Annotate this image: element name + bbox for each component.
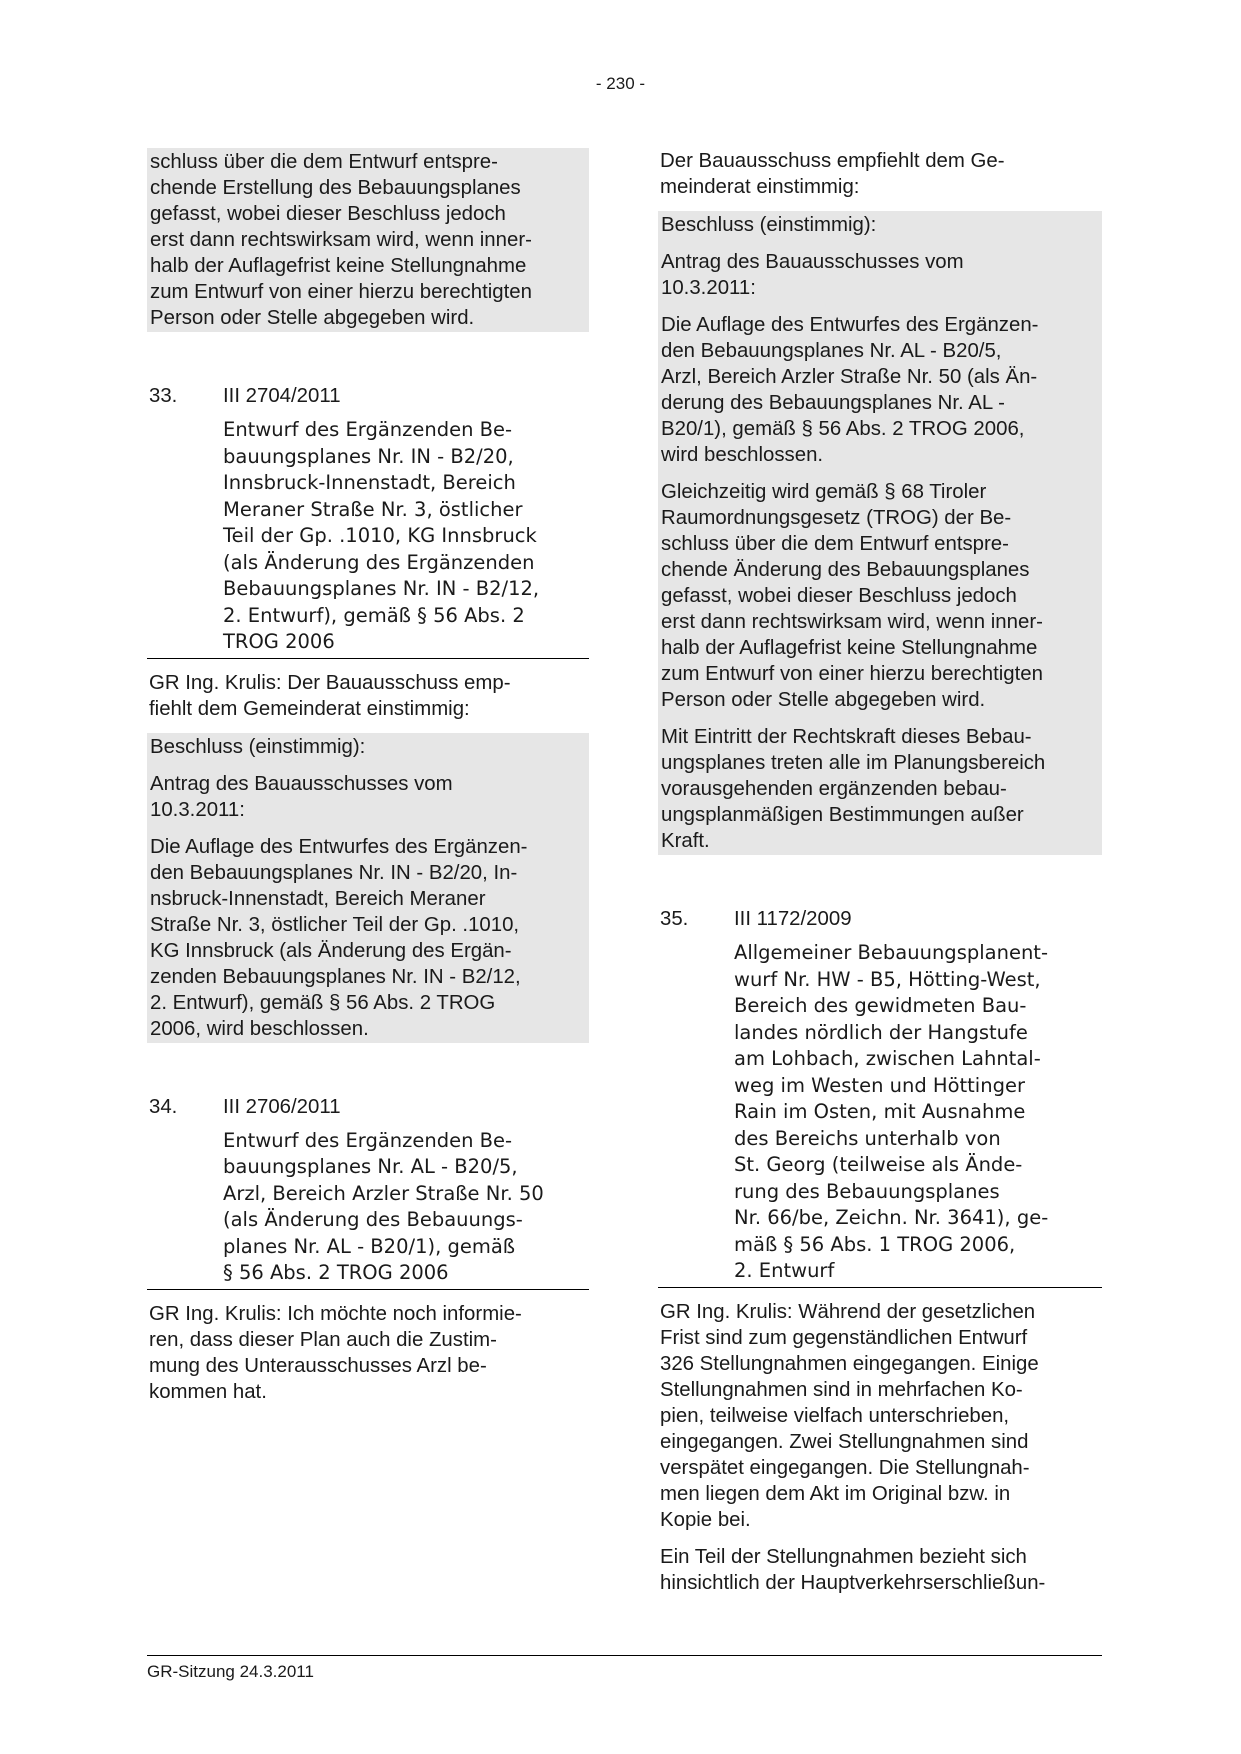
intro-paragraph: schluss über die dem Entwurf entspre- chende Erstellung des Bebauungsplanes gefasst, wobei dieser Beschluss jedoch erst dann rechtswirksam wird, wenn inner- halb der Auflagefrist keine Stellungnahme zum Entwurf von einer hierzu berechtigten Person oder Stelle abgegeben wird. <box>150 151 532 329</box>
councillor-statement: GR Ing. Krulis: Der Bauausschuss emp- fiehlt dem Gemeinderat einstimmig: <box>149 671 511 720</box>
agenda-item-number: 35. <box>660 908 689 930</box>
agenda-item-number: 33. <box>149 385 178 407</box>
legal-effect-paragraph: Mit Eintritt der Rechtskraft dieses Bebau- ungsplanes treten alle im Planungsbereich vorausgehenden ergänzenden bebau- ungsplanmäßigen Bestimmungen außer Kraft. <box>661 726 1046 852</box>
motion-label: Antrag des Bauausschusses vom 10.3.2011: <box>150 772 453 821</box>
councillor-statement: GR Ing. Krulis: Während der gesetzlichen Frist sind zum gegenständlichen Entwurf 326 Stellungnahmen eingegangen. Einige Stellungnahmen sind in mehrfachen Ko- pien, teilweise vielfach unterschrieben, eingegangen. Zwei Stellungnahmen sind verspätet eingegangen. Die Stellungnah- men liegen dem Akt im Original bzw. in Kopie bei. <box>660 1300 1039 1531</box>
footer-session-label: GR-Sitzung 24.3.2011 <box>147 1662 314 1681</box>
resolution-label: Beschluss (einstimmig): <box>150 735 366 758</box>
councillor-statement: GR Ing. Krulis: Ich möchte noch informie- ren, dass dieser Plan auch die Zustim- mung des Unterausschusses Arzl be- kommen hat. <box>149 1302 522 1403</box>
agenda-item-34-header <box>147 1094 589 1120</box>
agenda-item-34-title: Entwurf des Ergänzenden Be- bauungsplanes Nr. AL - B20/5, Arzl, Bereich Arzler Straße Nr. 50 (als Änderung des Bebauungs- planes Nr. AL - B20/1), gemäß § 56 Abs. 2 TROG 2006 <box>147 1128 589 1290</box>
recommendation-paragraph: Der Bauausschuss empfiehlt dem Ge- meinderat einstimmig: <box>660 150 1005 198</box>
highlighted-block <box>147 733 589 1043</box>
footer-divider <box>147 1655 1102 1656</box>
agenda-item-35-title: Allgemeiner Bebauungsplanent- wurf Nr. HW - B5, Hötting-West, Bereich des gewidmeten Bau- landes nördlich der Hangstufe am Lohbach, zwischen Lahntal- weg im Westen und Höttinger Rain im Osten, mit Ausnahme des Bereichs unterhalb von St. Georg (teilweise als Ände- rung des Bebauungsplanes Nr. 66/be, Zeichn. Nr. 3641), ge- mäß § 56 Abs. 1 TROG 2006, 2. Entwurf <box>658 940 1102 1288</box>
highlighted-block <box>658 211 1102 855</box>
decision-paragraph: Die Auflage des Entwurfes des Ergänzen- den Bebauungsplanes Nr. IN - B2/20, In- nsbruck-Innenstadt, Bereich Meraner Straße Nr. 3, östlicher Teil der Gp. .1010, KG Innsbruck (als Änderung des Ergän- zenden Bebauungsplanes Nr. IN - B2/12, 2. Entwurf), gemäß § 56 Abs. 2 TROG 2006, wird beschlossen. <box>150 835 528 1040</box>
continuation-paragraph: Ein Teil der Stellungnahmen bezieht sich hinsichtlich der Hauptverkehrserschließun- <box>660 1545 1046 1594</box>
simultaneous-resolution-paragraph: Gleichzeitig wird gemäß § 68 Tiroler Raumordnungsgesetz (TROG) der Be- schluss über die dem Entwurf entspre- chende Änderung des Bebauungsplanes gefasst, wobei dieser Beschluss jedoch erst dann rechtswirksam wird, wenn inner- halb der Auflagefrist keine Stellungnahme zum Entwurf von einer hierzu berechtigten Person oder Stelle abgegeben wird. <box>661 481 1043 711</box>
highlighted-block <box>147 148 589 332</box>
agenda-item-33-header <box>147 383 589 409</box>
agenda-item-reference: III 1172/2009 <box>734 908 852 930</box>
page-number: - 230 - <box>595 74 646 93</box>
right-column <box>658 148 1102 1607</box>
decision-paragraph: Die Auflage des Entwurfes des Ergänzen- den Bebauungsplanes Nr. AL - B20/5, Arzl, Bereich Arzler Straße Nr. 50 (als Än- derung des Bebauungsplanes Nr. AL - B20/1), gemäß § 56 Abs. 2 TROG 2006, wird beschlossen. <box>661 314 1039 466</box>
agenda-item-35-header <box>658 906 1102 932</box>
left-column <box>147 148 589 1416</box>
agenda-item-number: 34. <box>149 1095 178 1118</box>
resolution-label: Beschluss (einstimmig): <box>661 214 877 236</box>
agenda-item-33-title: Entwurf des Ergänzenden Be- bauungsplanes Nr. IN - B2/20, Innsbruck-Innenstadt, Bereich Meraner Straße Nr. 3, östlicher Teil der Gp. .1010, KG Innsbruck (als Änderung des Ergänzenden Bebauungsplanes Nr. IN - B2/12, 2. Entwurf), gemäß § 56 Abs. 2 TROG 2006 <box>147 417 589 659</box>
motion-label: Antrag des Bauausschusses vom 10.3.2011: <box>661 251 964 299</box>
agenda-item-reference: III 2704/2011 <box>223 385 341 407</box>
agenda-item-reference: III 2706/2011 <box>223 1095 341 1118</box>
